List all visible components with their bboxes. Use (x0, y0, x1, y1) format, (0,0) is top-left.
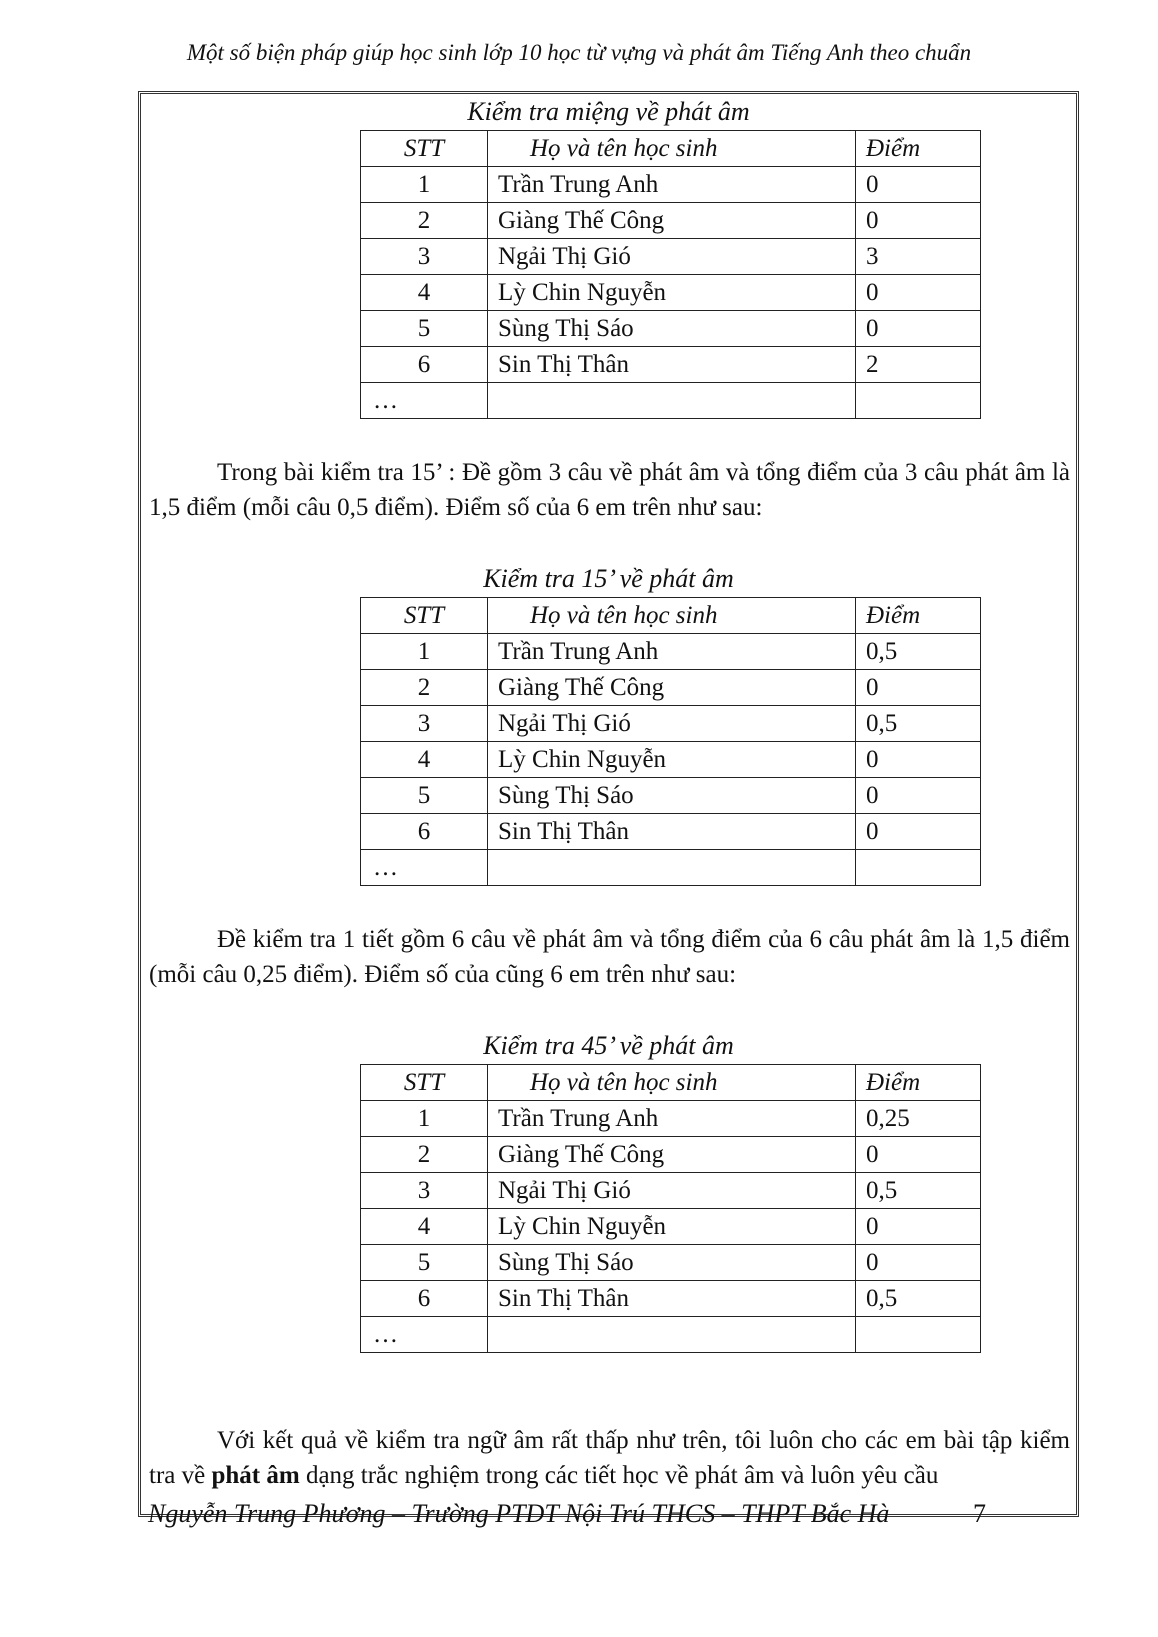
cell-stt: 6 (361, 1281, 488, 1317)
cell-empty (488, 383, 856, 419)
cell-empty (856, 1317, 981, 1353)
table-row (361, 1137, 981, 1173)
table-row (361, 1209, 981, 1245)
cell-stt: 2 (361, 1137, 488, 1173)
cell-name: Ngải Thị Gió (488, 239, 856, 275)
table-row (361, 239, 981, 275)
cell-score: 0,5 (856, 706, 981, 742)
cell-name: Sin Thị Thân (488, 814, 856, 850)
cell-stt: 5 (361, 311, 488, 347)
cell-stt: 1 (361, 1101, 488, 1137)
table2 (360, 597, 981, 886)
conclusion-text-start: Với kết quả về kiểm tra ngữ âm rất thấp như trên, tôi luôn cho các em bài tập kiểm tra về (149, 1427, 1070, 1489)
table-header-row (361, 1065, 981, 1101)
table-header-row (361, 131, 981, 167)
cell-stt: 4 (361, 742, 488, 778)
cell-stt: 2 (361, 670, 488, 706)
cell-score: 0,25 (856, 1101, 981, 1137)
cell-empty (488, 850, 856, 886)
conclusion-text-end: dạng trắc nghiệm trong các tiết học về phát âm và luôn yêu cầu (299, 1462, 939, 1489)
cell-name: Trần Trung Anh (488, 1101, 856, 1137)
cell-name: Sin Thị Thân (488, 1281, 856, 1317)
cell-score: 0 (856, 1245, 981, 1281)
cell-score: 0 (856, 778, 981, 814)
table-row (361, 778, 981, 814)
cell-score: 0 (856, 311, 981, 347)
table-row (361, 167, 981, 203)
table-row-ellipsis (361, 1317, 981, 1353)
table1-caption: Kiểm tra miệng về phát âm (467, 97, 750, 126)
cell-score: 0 (856, 670, 981, 706)
cell-score: 0 (856, 167, 981, 203)
cell-score: 0 (856, 742, 981, 778)
table3 (360, 1064, 981, 1353)
cell-score: 0 (856, 203, 981, 239)
table-header-row (361, 598, 981, 634)
cell-stt: 4 (361, 1209, 488, 1245)
cell-score: 0 (856, 275, 981, 311)
cell-name: Giàng Thế Công (488, 203, 856, 239)
column-header-stt: STT (361, 1065, 488, 1101)
cell-name: Ngải Thị Gió (488, 706, 856, 742)
cell-score: 0 (856, 1209, 981, 1245)
cell-score: 0,5 (856, 1173, 981, 1209)
cell-name: Sùng Thị Sáo (488, 311, 856, 347)
column-header-name: Họ và tên học sinh (488, 598, 856, 634)
cell-stt: 1 (361, 634, 488, 670)
cell-name: Trần Trung Anh (488, 634, 856, 670)
cell-name: Trần Trung Anh (488, 167, 856, 203)
cell-name: Giàng Thế Công (488, 670, 856, 706)
cell-empty (488, 1317, 856, 1353)
column-header-name: Họ và tên học sinh (488, 131, 856, 167)
cell-score: 0 (856, 1137, 981, 1173)
page-number: 7 (973, 1499, 986, 1528)
table-row (361, 1245, 981, 1281)
cell-stt: 5 (361, 1245, 488, 1281)
table-row (361, 742, 981, 778)
table3-caption: Kiểm tra 45’ về phát âm (483, 1031, 734, 1060)
cell-name: Giàng Thế Công (488, 1137, 856, 1173)
cell-name: Sin Thị Thân (488, 347, 856, 383)
column-header-score: Điểm (856, 131, 981, 167)
cell-stt: 3 (361, 239, 488, 275)
table-row (361, 311, 981, 347)
cell-score: 0,5 (856, 634, 981, 670)
cell-score: 0 (856, 814, 981, 850)
content-frame (138, 91, 1079, 1517)
cell-ellipsis: … (361, 1317, 488, 1353)
table-row (361, 706, 981, 742)
paragraph-1-period: Đề kiểm tra 1 tiết gồm 6 câu về phát âm và tổng điểm của 6 câu phát âm là 1,5 điểm (mỗi câu 0,25 điểm). Điểm số của cũng 6 em trên như sau: (149, 926, 1070, 988)
table-row-ellipsis (361, 383, 981, 419)
cell-name: Sùng Thị Sáo (488, 1245, 856, 1281)
cell-name: Lỳ Chin Nguyễn (488, 742, 856, 778)
table-row (361, 347, 981, 383)
cell-score: 3 (856, 239, 981, 275)
table-row (361, 275, 981, 311)
table-row (361, 670, 981, 706)
cell-empty (856, 850, 981, 886)
cell-ellipsis: … (361, 850, 488, 886)
column-header-stt: STT (361, 598, 488, 634)
cell-stt: 4 (361, 275, 488, 311)
cell-stt: 3 (361, 706, 488, 742)
table-row (361, 203, 981, 239)
cell-ellipsis: … (361, 383, 488, 419)
table-row (361, 1101, 981, 1137)
column-header-score: Điểm (856, 598, 981, 634)
table-row (361, 814, 981, 850)
page-header: Một số biện pháp giúp học sinh lớp 10 học từ vựng và phát âm Tiếng Anh theo chuẩn (186, 40, 972, 65)
table-row (361, 1173, 981, 1209)
cell-name: Lỳ Chin Nguyễn (488, 1209, 856, 1245)
paragraph-conclusion (149, 1423, 1070, 1493)
table2-caption: Kiểm tra 15’ về phát âm (483, 564, 734, 593)
cell-stt: 6 (361, 814, 488, 850)
table1 (360, 130, 981, 419)
paragraph-15min: Trong bài kiểm tra 15’ : Đề gồm 3 câu về phát âm và tổng điểm của 3 câu phát âm là 1,5 điểm (mỗi câu 0,5 điểm). Điểm số của 6 em trên như sau: (149, 459, 1070, 521)
conclusion-bold-term: phát âm (211, 1462, 300, 1489)
cell-empty (856, 383, 981, 419)
page-footer: Nguyễn Trung Phương – Trường PTDT Nội Trú THCS – THPT Bắc Hà (148, 1499, 890, 1528)
cell-score: 2 (856, 347, 981, 383)
table-row (361, 1281, 981, 1317)
cell-stt: 2 (361, 203, 488, 239)
cell-name: Sùng Thị Sáo (488, 778, 856, 814)
table-row-ellipsis (361, 850, 981, 886)
cell-stt: 3 (361, 1173, 488, 1209)
cell-score: 0,5 (856, 1281, 981, 1317)
cell-stt: 6 (361, 347, 488, 383)
column-header-stt: STT (361, 131, 488, 167)
column-header-score: Điểm (856, 1065, 981, 1101)
cell-stt: 5 (361, 778, 488, 814)
cell-name: Lỳ Chin Nguyễn (488, 275, 856, 311)
cell-name: Ngải Thị Gió (488, 1173, 856, 1209)
table-row (361, 634, 981, 670)
column-header-name: Họ và tên học sinh (488, 1065, 856, 1101)
cell-stt: 1 (361, 167, 488, 203)
